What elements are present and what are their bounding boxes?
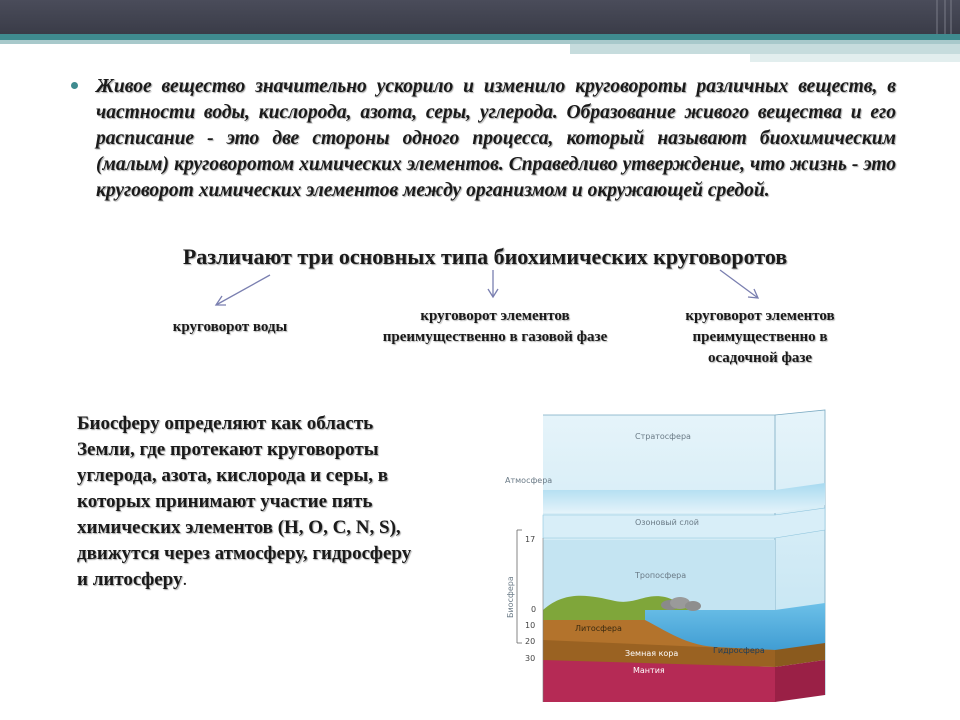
label-mantle: Мантия [633, 666, 665, 675]
intro-paragraph: Живое вещество значительно ускорило и изменило круговороты различных веществ, в частности воды, кислорода, азота, серы, углерода. Образование живого вещества и его расписание - это две стороны одного процесса, который называют биохимическим (малым) круговоротом химических элементов. Справедливо утверждение, что жизнь - это круговорот химических элементов между организмом и окружающей средой. [96, 76, 896, 201]
bullet-icon [71, 82, 78, 89]
biosphere-tail: . [182, 569, 188, 590]
label-hydrosphere: Гидросфера [713, 646, 765, 655]
label-ozone: Озоновый слой [635, 518, 699, 527]
cycle-type-gas: круговорот элементов преимущественно в газовой фазе [382, 308, 608, 345]
label-atmosphere: Атмосфера [505, 476, 553, 485]
biosphere-paragraph [77, 411, 422, 593]
scale-0: 0 [531, 605, 537, 614]
scale-17: 17 [525, 535, 536, 544]
decorative-lines [905, 0, 960, 34]
scale-10: 10 [525, 621, 536, 630]
scale-20: 20 [525, 637, 536, 646]
section-heading: Различают три основных типа биохимических круговоротов [182, 244, 788, 269]
scale-30: 30 [525, 654, 536, 663]
arrow-right-icon [720, 270, 758, 298]
label-lithosphere: Литосфера [575, 624, 622, 633]
accent-band-faded [570, 44, 960, 54]
accent-band-faint [750, 54, 960, 62]
cycle-type-water: круговорот воды [172, 319, 288, 335]
label-biosphere: Биосфера [506, 576, 515, 618]
label-troposphere: Тропосфера [635, 571, 687, 580]
label-crust: Земная кора [625, 649, 679, 658]
label-stratosphere: Стратосфера [635, 432, 691, 441]
cycle-type-sediment: круговорот элементов преимущественно в осадочной фазе [685, 308, 835, 366]
arrow-left-icon [216, 275, 270, 305]
biosphere-text: Биосферу определяют как область Земли, где протекают круговороты углерода, азота, кислорода и серы, в которых принимают участие пять химических элементов (H, O, C, N, S), движутся через атмосферу, гидросферу и литосферу [77, 413, 412, 590]
title-bar [0, 0, 960, 34]
biosphere-diagram [495, 405, 830, 708]
